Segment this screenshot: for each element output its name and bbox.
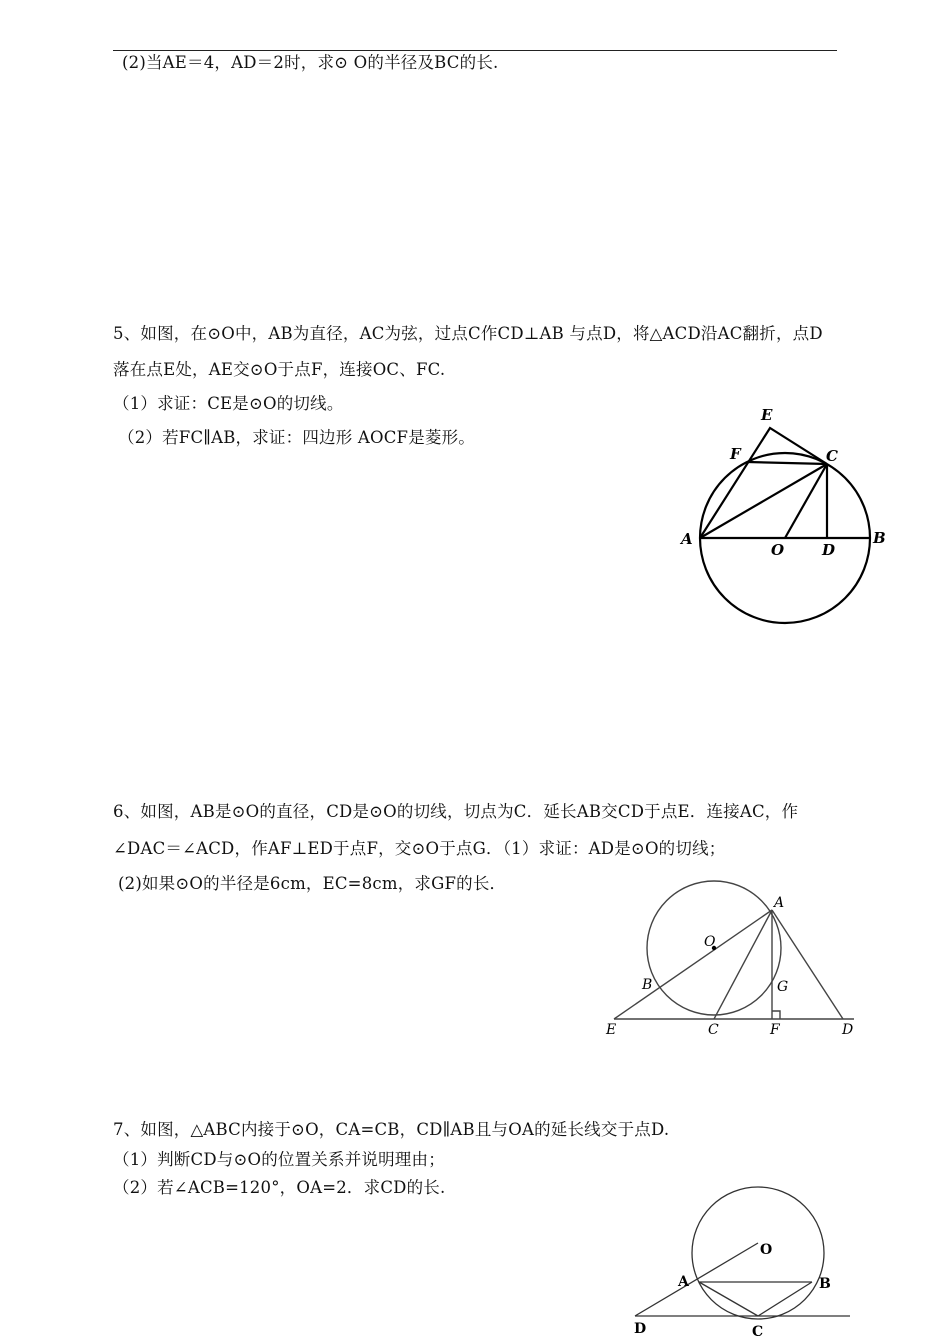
q5-label-C: C bbox=[826, 447, 838, 465]
q7-label-D: D bbox=[634, 1321, 647, 1337]
q6-label-C: C bbox=[708, 1022, 719, 1038]
q7-label-C: C bbox=[752, 1324, 764, 1340]
q7-figure bbox=[620, 1180, 860, 1344]
q4-part2: (2)当AE＝4，AD＝2时，求⊙ O的半径及BC的长. bbox=[122, 53, 499, 72]
q5-part2: （2）若FC∥AB，求证：四边形 AOCF是菱形。 bbox=[118, 428, 475, 447]
q5-label-E: E bbox=[761, 406, 773, 424]
q6-statement-line2: ∠DAC＝∠ACD，作AF⊥ED于点F，交⊙O于点G．（1）求证：AD是⊙O的切线； bbox=[113, 839, 726, 858]
q5-label-A: A bbox=[681, 530, 693, 548]
q6-segment-AD bbox=[772, 910, 843, 1019]
q5-figure bbox=[670, 400, 900, 635]
q6-label-A: A bbox=[774, 895, 785, 911]
q5-label-F: F bbox=[730, 445, 741, 463]
q5-statement-line1: 5、如图，在⊙O中，AB为直径，AC为弦，过点C作CD⊥AB 与点D，将△ACD沿AC翻折，点D bbox=[113, 324, 823, 343]
q6-right-angle-mark bbox=[772, 1011, 780, 1019]
q6-figure bbox=[600, 870, 870, 1050]
q6-label-G: G bbox=[777, 979, 789, 995]
q7-part1: （1）判断CD与⊙O的位置关系并说明理由； bbox=[113, 1150, 445, 1169]
q7-label-O: O bbox=[760, 1242, 773, 1258]
q7-statement: 7、如图，△ABC内接于⊙O，CA=CB，CD∥AB且与OA的延长线交于点D. bbox=[113, 1120, 670, 1139]
q7-chord-BC bbox=[758, 1282, 812, 1316]
q6-label-E: E bbox=[606, 1022, 617, 1038]
q7-label-A: A bbox=[678, 1274, 689, 1290]
q5-part1: （1）求证：CE是⊙O的切线。 bbox=[113, 394, 344, 413]
header-rule bbox=[113, 50, 837, 51]
q7-chord-AC bbox=[699, 1282, 758, 1316]
q6-statement-line1: 6、如图，AB是⊙O的直径，CD是⊙O的切线，切点为C．延长AB交CD于点E．连接AC，作 bbox=[113, 802, 799, 821]
q6-label-F: F bbox=[770, 1022, 780, 1038]
q5-label-B: B bbox=[873, 529, 886, 547]
q6-label-D: D bbox=[842, 1022, 854, 1038]
q5-chord-AC bbox=[700, 464, 827, 538]
q6-chord-AC bbox=[714, 910, 772, 1019]
q5-label-O: O bbox=[771, 541, 785, 559]
q6-line-EA bbox=[614, 910, 772, 1019]
q6-label-B: B bbox=[642, 977, 653, 993]
q7-circle bbox=[692, 1187, 824, 1319]
q5-chord-FC bbox=[748, 462, 827, 464]
q5-statement-line2: 落在点E处，AE交⊙O于点F，连接OC、FC. bbox=[113, 360, 446, 379]
q7-part2: （2）若∠ACB=120°，OA=2．求CD的长. bbox=[113, 1178, 446, 1197]
q6-label-O: O bbox=[704, 934, 716, 950]
q5-label-D: D bbox=[822, 541, 836, 559]
q7-label-B: B bbox=[819, 1276, 831, 1292]
q6-part2: (2)如果⊙O的半径是6cm，EC=8cm，求GF的长． bbox=[118, 874, 507, 893]
